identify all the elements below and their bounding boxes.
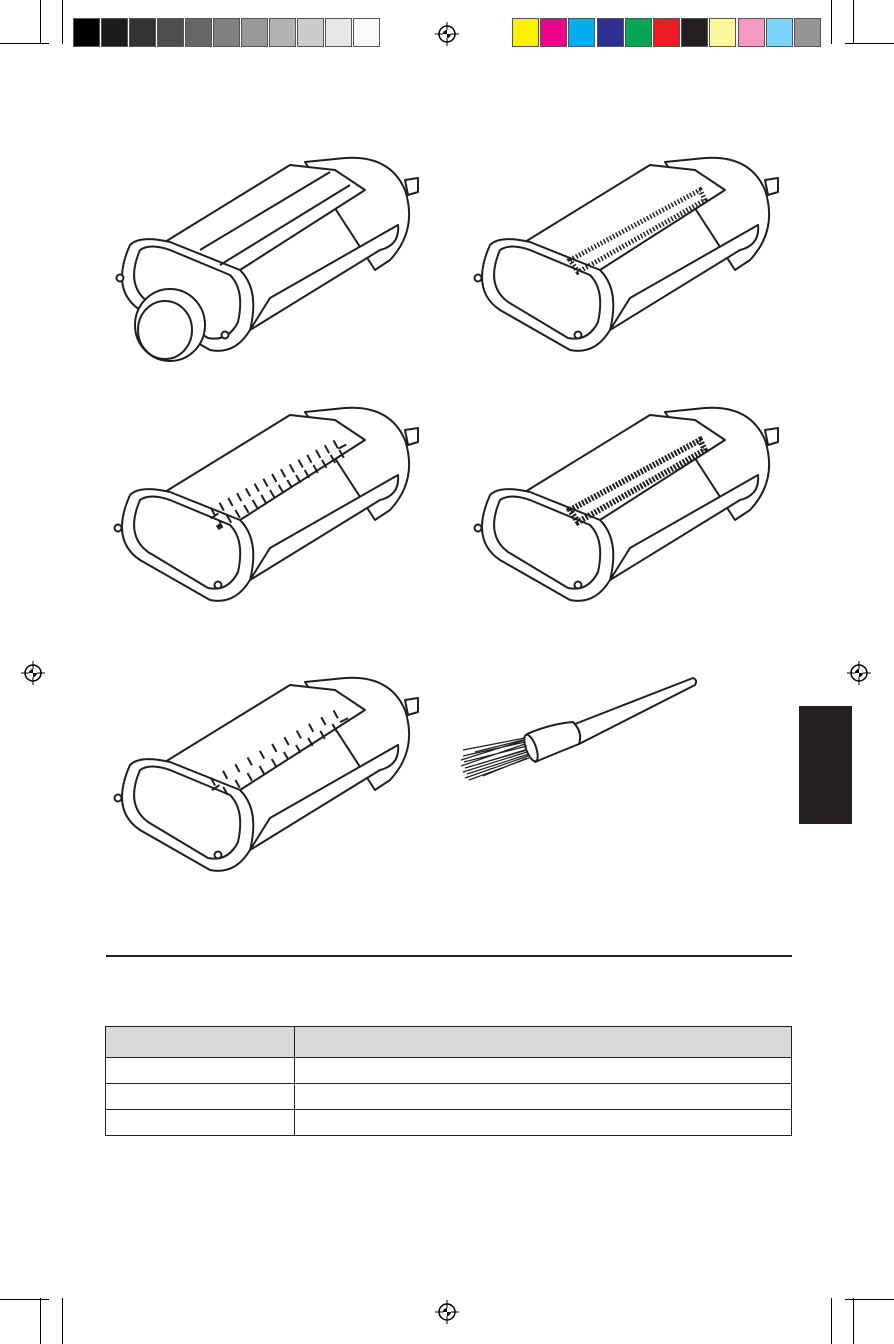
table-row (106, 1058, 792, 1084)
crop-mark (831, 1298, 832, 1344)
table-header-cell (295, 1027, 792, 1058)
gray-swatch (241, 18, 268, 47)
table-header-cell (106, 1027, 295, 1058)
gray-swatch (353, 18, 380, 47)
table-header-row (106, 1027, 792, 1058)
pasta-cutter-icon (460, 150, 790, 375)
table-row (106, 1084, 792, 1110)
process-color-swatch (738, 18, 765, 47)
process-color-swatch (540, 18, 567, 47)
process-color-swatch (512, 18, 539, 47)
gray-swatch (297, 18, 324, 47)
gray-swatch (325, 18, 352, 47)
pasta-cutter-icon (460, 400, 790, 625)
table-cell (106, 1110, 295, 1136)
table-cell (106, 1084, 295, 1110)
process-color-swatch (653, 18, 680, 47)
brush-icon (455, 672, 705, 792)
crop-mark (853, 1298, 854, 1344)
crop-mark (845, 1299, 894, 1300)
gray-swatch (157, 18, 184, 47)
gray-swatch (73, 18, 100, 47)
pasta-cutter-icon (100, 670, 430, 895)
crop-mark (62, 0, 63, 44)
section-tab (799, 706, 852, 824)
gray-swatch (269, 18, 296, 47)
table-cell (295, 1110, 792, 1136)
crop-mark (831, 0, 832, 44)
process-color-swatch (709, 18, 736, 47)
process-color-swatch (794, 18, 821, 47)
gray-swatch (129, 18, 156, 47)
registration-mark-icon (847, 661, 871, 685)
registration-mark-icon (435, 1300, 459, 1324)
gray-swatch (101, 18, 128, 47)
table-cell (106, 1058, 295, 1084)
crop-mark (845, 43, 894, 44)
section-divider (106, 955, 792, 957)
process-color-swatch (597, 18, 624, 47)
registration-mark-icon (435, 22, 459, 46)
table-cell (295, 1084, 792, 1110)
crop-mark (0, 1299, 49, 1300)
crop-mark (62, 1298, 63, 1344)
crop-mark (40, 1298, 41, 1344)
table-cell (295, 1058, 792, 1084)
pasta-roller-icon (100, 150, 430, 375)
process-color-swatch (625, 18, 652, 47)
process-color-swatch (766, 18, 793, 47)
crop-mark (40, 0, 41, 44)
gray-swatch (213, 18, 240, 47)
crop-mark (0, 43, 49, 44)
parts-table (105, 1026, 792, 1136)
gray-swatch (185, 18, 212, 47)
registration-mark-icon (21, 661, 45, 685)
table-row (106, 1110, 792, 1136)
process-color-swatch (681, 18, 708, 47)
pasta-cutter-icon (100, 400, 430, 625)
process-color-swatch (568, 18, 595, 47)
crop-mark (853, 0, 854, 44)
